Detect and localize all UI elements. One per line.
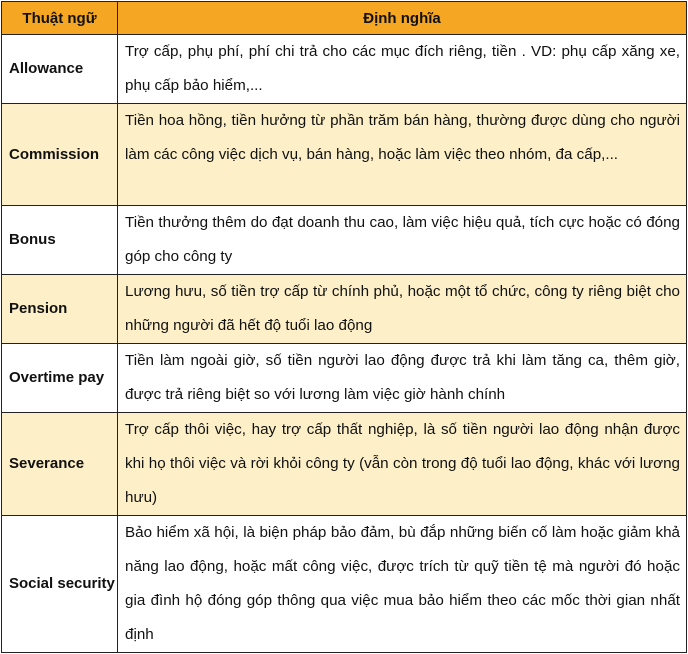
header-definition: Định nghĩa — [118, 2, 687, 35]
table-row — [2, 275, 687, 344]
terms-table — [1, 1, 687, 653]
term-cell: Allowance — [2, 35, 118, 104]
header-term: Thuật ngữ — [2, 2, 118, 35]
table-row — [2, 413, 687, 516]
term-cell: Severance — [2, 413, 118, 516]
table-row — [2, 104, 687, 206]
term-cell: Social security — [2, 516, 118, 653]
header-row — [2, 2, 687, 35]
definition-cell: Trợ cấp thôi việc, hay trợ cấp thất nghiệp, là số tiền người lao động nhận được khi họ thôi việc và rời khỏi công ty (vẫn còn trong độ tuổi lao động, khác với lương hưu) — [118, 413, 687, 516]
definition-cell: Trợ cấp, phụ phí, phí chi trả cho các mục đích riêng, tiền . VD: phụ cấp xăng xe, phụ cấp bảo hiểm,... — [118, 35, 687, 104]
term-cell: Overtime pay — [2, 344, 118, 413]
table-row — [2, 516, 687, 653]
table-row — [2, 35, 687, 104]
definition-cell: Lương hưu, số tiền trợ cấp từ chính phủ, hoặc một tổ chức, công ty riêng biệt cho những người đã hết độ tuổi lao động — [118, 275, 687, 344]
definition-cell: Tiền thưởng thêm do đạt doanh thu cao, làm việc hiệu quả, tích cực hoặc có đóng góp cho công ty — [118, 206, 687, 275]
definition-cell: Tiền hoa hồng, tiền hưởng từ phần trăm bán hàng, thường được dùng cho người làm các công việc dịch vụ, bán hàng, hoặc làm việc theo nhóm, đa cấp,... — [118, 104, 687, 206]
term-cell: Commission — [2, 104, 118, 206]
definition-cell: Bảo hiểm xã hội, là biện pháp bảo đảm, bù đắp những biến cố làm hoặc giảm khả năng lao động, hoặc mất công việc, được trích từ quỹ tiền tệ mà người đó hoặc gia đình hộ đóng góp thông qua việc mua bảo hiểm theo các mốc thời gian nhất định — [118, 516, 687, 653]
table-row — [2, 206, 687, 275]
table-row — [2, 344, 687, 413]
term-cell: Pension — [2, 275, 118, 344]
term-cell: Bonus — [2, 206, 118, 275]
definition-cell: Tiền làm ngoài giờ, số tiền người lao động được trả khi làm tăng ca, thêm giờ, được trả riêng biệt so với lương làm việc giờ hành chính — [118, 344, 687, 413]
